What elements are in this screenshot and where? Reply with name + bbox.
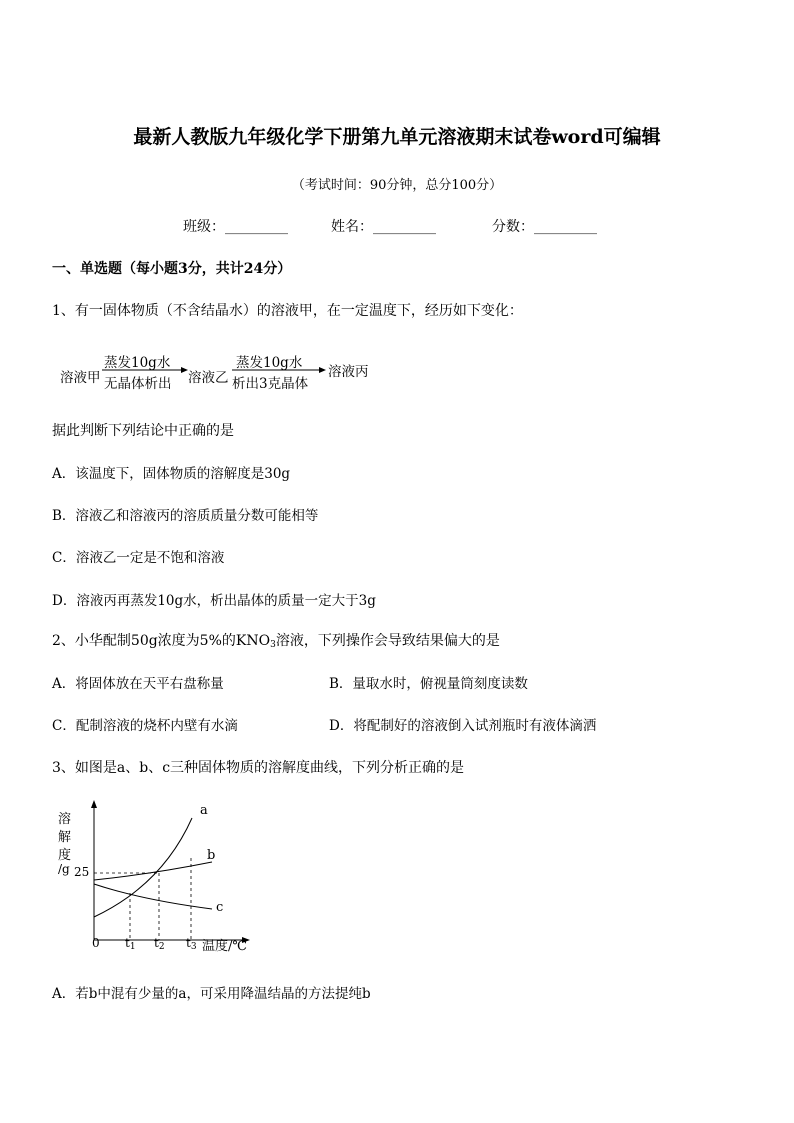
name-blank: _________ [373, 219, 436, 235]
q2-stem [52, 630, 500, 650]
q2-option-d[interactable]: D．将配制好的溶液倒入试剂瓶时有液体滴洒 [329, 718, 597, 734]
q2-option-a[interactable]: A．将固体放在天平右盘称量 [52, 676, 224, 692]
class-field [183, 216, 288, 236]
x-tick-t3: $t_3$ [186, 936, 197, 952]
curve-b [94, 862, 212, 880]
score-label: 分数： [492, 219, 534, 235]
flow-arrow1 [102, 365, 188, 375]
flow-arrow1-top: 蒸发10g水 [104, 355, 171, 371]
flow-arrow2-bottom: 析出3克晶体 [232, 376, 309, 392]
curve-c [94, 884, 212, 909]
y-label-2: 解 [58, 830, 72, 845]
y-axis-arrow [91, 800, 97, 808]
name-field [331, 216, 436, 236]
q3-option-a[interactable]: A．若b中混有少量的a，可采用降温结晶的方法提纯b [52, 986, 371, 1002]
q1-option-a[interactable]: A．该温度下，固体物质的溶解度是30g [52, 466, 291, 482]
exam-subtitle: （考试时间：90分钟，总分100分） [291, 178, 503, 193]
curve-b-label: b [207, 848, 216, 863]
y-label-1: 溶 [58, 812, 72, 827]
y-label-4: /g [58, 862, 70, 876]
section-heading: 一、单选题（每小题3分，共计24分） [52, 261, 292, 277]
q3-stem: 3、如图是a、b、c三种固体物质的溶解度曲线，下列分析正确的是 [52, 760, 465, 776]
q1-flow-diagram [58, 346, 388, 390]
y-label-3: 度 [58, 848, 72, 863]
flow-solution-a: 溶液甲 [60, 370, 101, 386]
solubility-graph [52, 800, 262, 960]
x-origin: 0 [92, 936, 100, 950]
score-blank: _________ [534, 219, 597, 235]
flow-arrow2 [232, 365, 326, 375]
q2-stem-pre: 2、小华配制50g浓度为5%的KNO [52, 633, 271, 649]
y-tick-25: 25 [74, 865, 90, 879]
q1-prompt: 据此判断下列结论中正确的是 [52, 423, 234, 439]
x-axis-label: 温度/℃ [202, 939, 247, 954]
curve-a-label: a [200, 803, 208, 818]
q1-option-c[interactable]: C．溶液乙一定是不饱和溶液 [52, 550, 225, 566]
x-tick-t2: $t_2$ [154, 936, 165, 952]
page-title: 最新人教版九年级化学下册第九单元溶液期末试卷word可编辑 [133, 126, 661, 148]
q2-stem-post: 溶液，下列操作会导致结果偏大的是 [275, 633, 500, 649]
q2-option-c[interactable]: C．配制溶液的烧杯内壁有水滴 [52, 718, 238, 734]
class-label: 班级： [183, 219, 225, 235]
curve-a [94, 818, 192, 917]
class-blank: _________ [225, 219, 288, 235]
q1-option-d[interactable]: D．溶液丙再蒸发10g水，析出晶体的质量一定大于3g [52, 593, 376, 609]
flow-arrow2-top: 蒸发10g水 [236, 355, 303, 371]
q2-option-b[interactable]: B．量取水时，俯视量筒刻度读数 [329, 676, 528, 692]
flow-arrow1-bottom: 无晶体析出 [104, 376, 172, 392]
q2-stem-sub: 3 [270, 640, 276, 650]
name-label: 姓名： [331, 219, 373, 235]
flow-solution-b: 溶液乙 [188, 370, 229, 386]
q1-stem: 1、有一固体物质（不含结晶水）的溶液甲，在一定温度下，经历如下变化： [52, 303, 523, 319]
flow-solution-c: 溶液丙 [328, 364, 369, 380]
curve-c-label: c [216, 900, 224, 915]
q1-option-b[interactable]: B．溶液乙和溶液丙的溶质质量分数可能相等 [52, 508, 319, 524]
x-tick-t1: $t_1$ [125, 936, 136, 952]
score-field [492, 216, 597, 236]
